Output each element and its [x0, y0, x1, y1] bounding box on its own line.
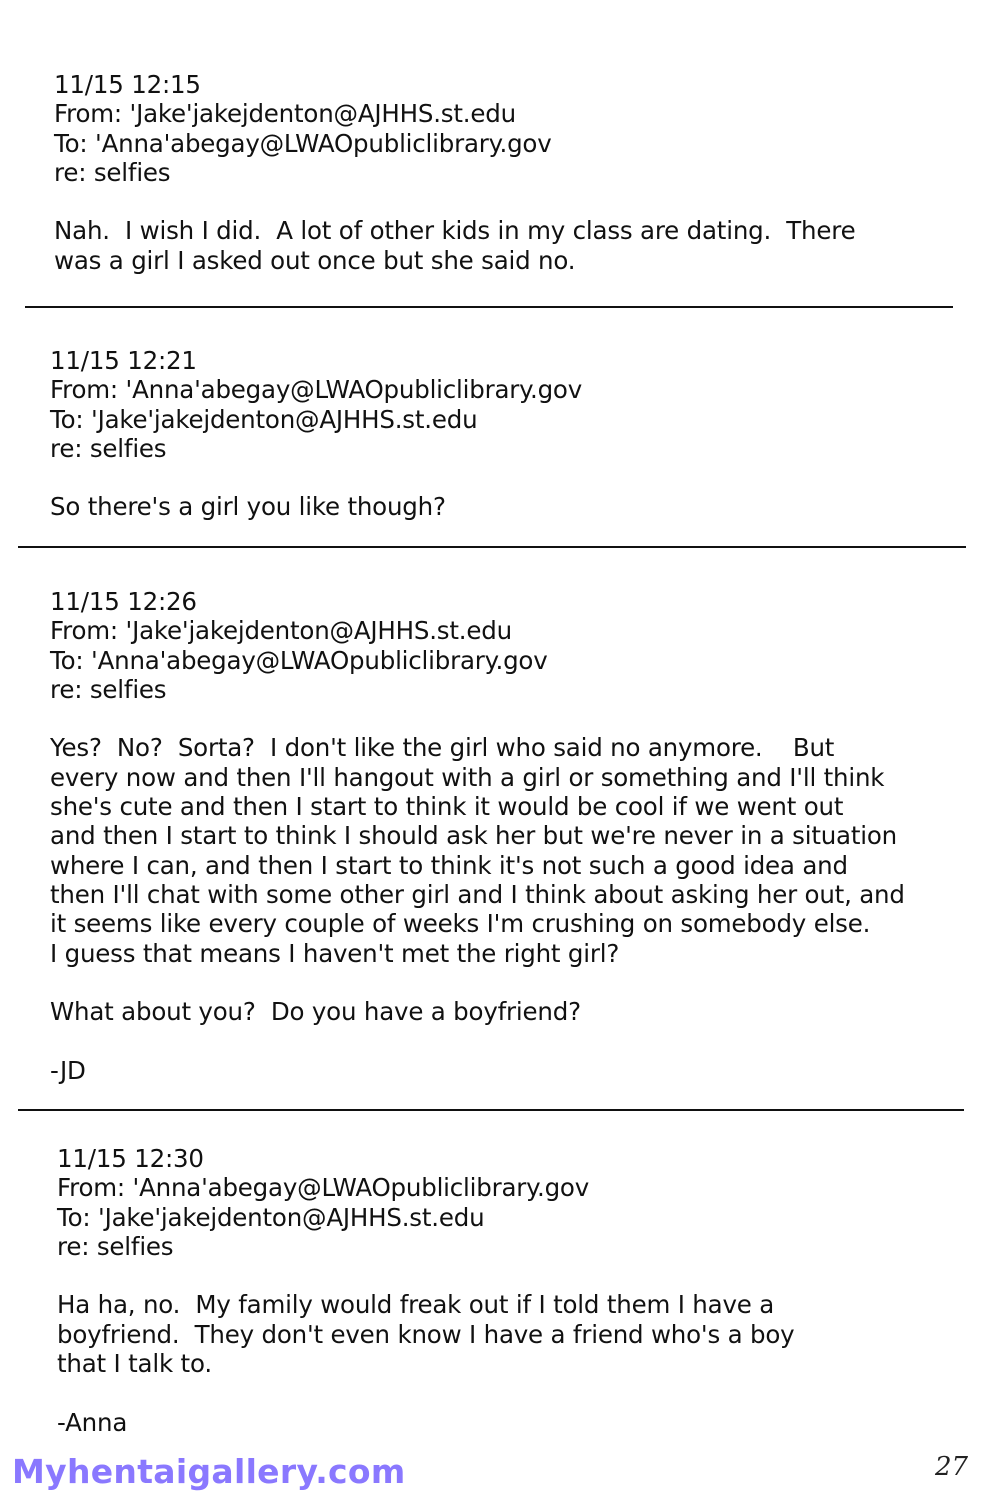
watermark: Myhentaigallery.com	[12, 1452, 406, 1491]
email-subject: re: selfies	[50, 674, 167, 704]
email-from: From: 'Anna'abegay@LWAOpubliclibrary.gov	[57, 1173, 590, 1203]
email-timestamp: 11/15 12:30	[57, 1144, 204, 1173]
divider-line	[18, 1109, 964, 1111]
email-body-line: was a girl I asked out once but she said no.	[54, 245, 576, 275]
email-body-line: What about you? Do you have a boyfriend?	[50, 997, 581, 1027]
email-subject: re: selfies	[54, 157, 171, 187]
email-body-line: it seems like every couple of weeks I'm crushing on somebody else.	[50, 909, 871, 939]
email-subject: re: selfies	[57, 1231, 174, 1261]
email-message	[50, 346, 582, 522]
page-number: 27	[935, 1452, 969, 1482]
email-body-line: where I can, and then I start to think it's not such a good idea and	[50, 850, 848, 880]
email-body-line: then I'll chat with some other girl and I think about asking her out, and	[50, 879, 905, 909]
email-body-line: every now and then I'll hangout with a girl or something and I'll think	[50, 762, 885, 792]
divider-line	[18, 546, 966, 548]
email-message	[54, 70, 855, 275]
email-subject: re: selfies	[50, 433, 167, 463]
email-to: To: 'Anna'abegay@LWAOpubliclibrary.gov	[54, 128, 552, 158]
email-timestamp: 11/15 12:21	[50, 346, 197, 375]
email-message	[50, 587, 905, 1085]
email-body-line: boyfriend. They don't even know I have a friend who's a boy	[57, 1319, 795, 1349]
email-to: To: 'Anna'abegay@LWAOpubliclibrary.gov	[50, 645, 548, 675]
email-signature: -Anna	[57, 1407, 128, 1437]
email-body-line: Ha ha, no. My family would freak out if I told them I have a	[57, 1290, 775, 1320]
divider-line	[25, 306, 953, 308]
email-body-line: Nah. I wish I did. A lot of other kids in my class are dating. There	[54, 216, 856, 246]
email-body-line: she's cute and then I start to think it would be cool if we went out	[50, 792, 844, 822]
email-body-line: that I talk to.	[57, 1349, 212, 1379]
email-timestamp: 11/15 12:15	[54, 70, 201, 99]
email-body-line: and then I start to think I should ask her but we're never in a situation	[50, 821, 898, 851]
email-body-line: I guess that means I haven't met the right girl?	[50, 938, 620, 968]
email-to: To: 'Jake'jakejdenton@AJHHS.st.edu	[57, 1202, 485, 1232]
email-timestamp: 11/15 12:26	[50, 587, 197, 616]
email-message	[57, 1144, 794, 1437]
email-from: From: 'Jake'jakejdenton@AJHHS.st.edu	[54, 99, 516, 129]
email-from: From: 'Anna'abegay@LWAOpubliclibrary.gov	[50, 375, 583, 405]
email-signature: -JD	[50, 1055, 86, 1085]
email-body-line: Yes? No? Sorta? I don't like the girl who said no anymore. But	[50, 733, 835, 763]
email-to: To: 'Jake'jakejdenton@AJHHS.st.edu	[50, 404, 478, 434]
email-from: From: 'Jake'jakejdenton@AJHHS.st.edu	[50, 616, 512, 646]
email-body-line: So there's a girl you like though?	[50, 492, 446, 522]
